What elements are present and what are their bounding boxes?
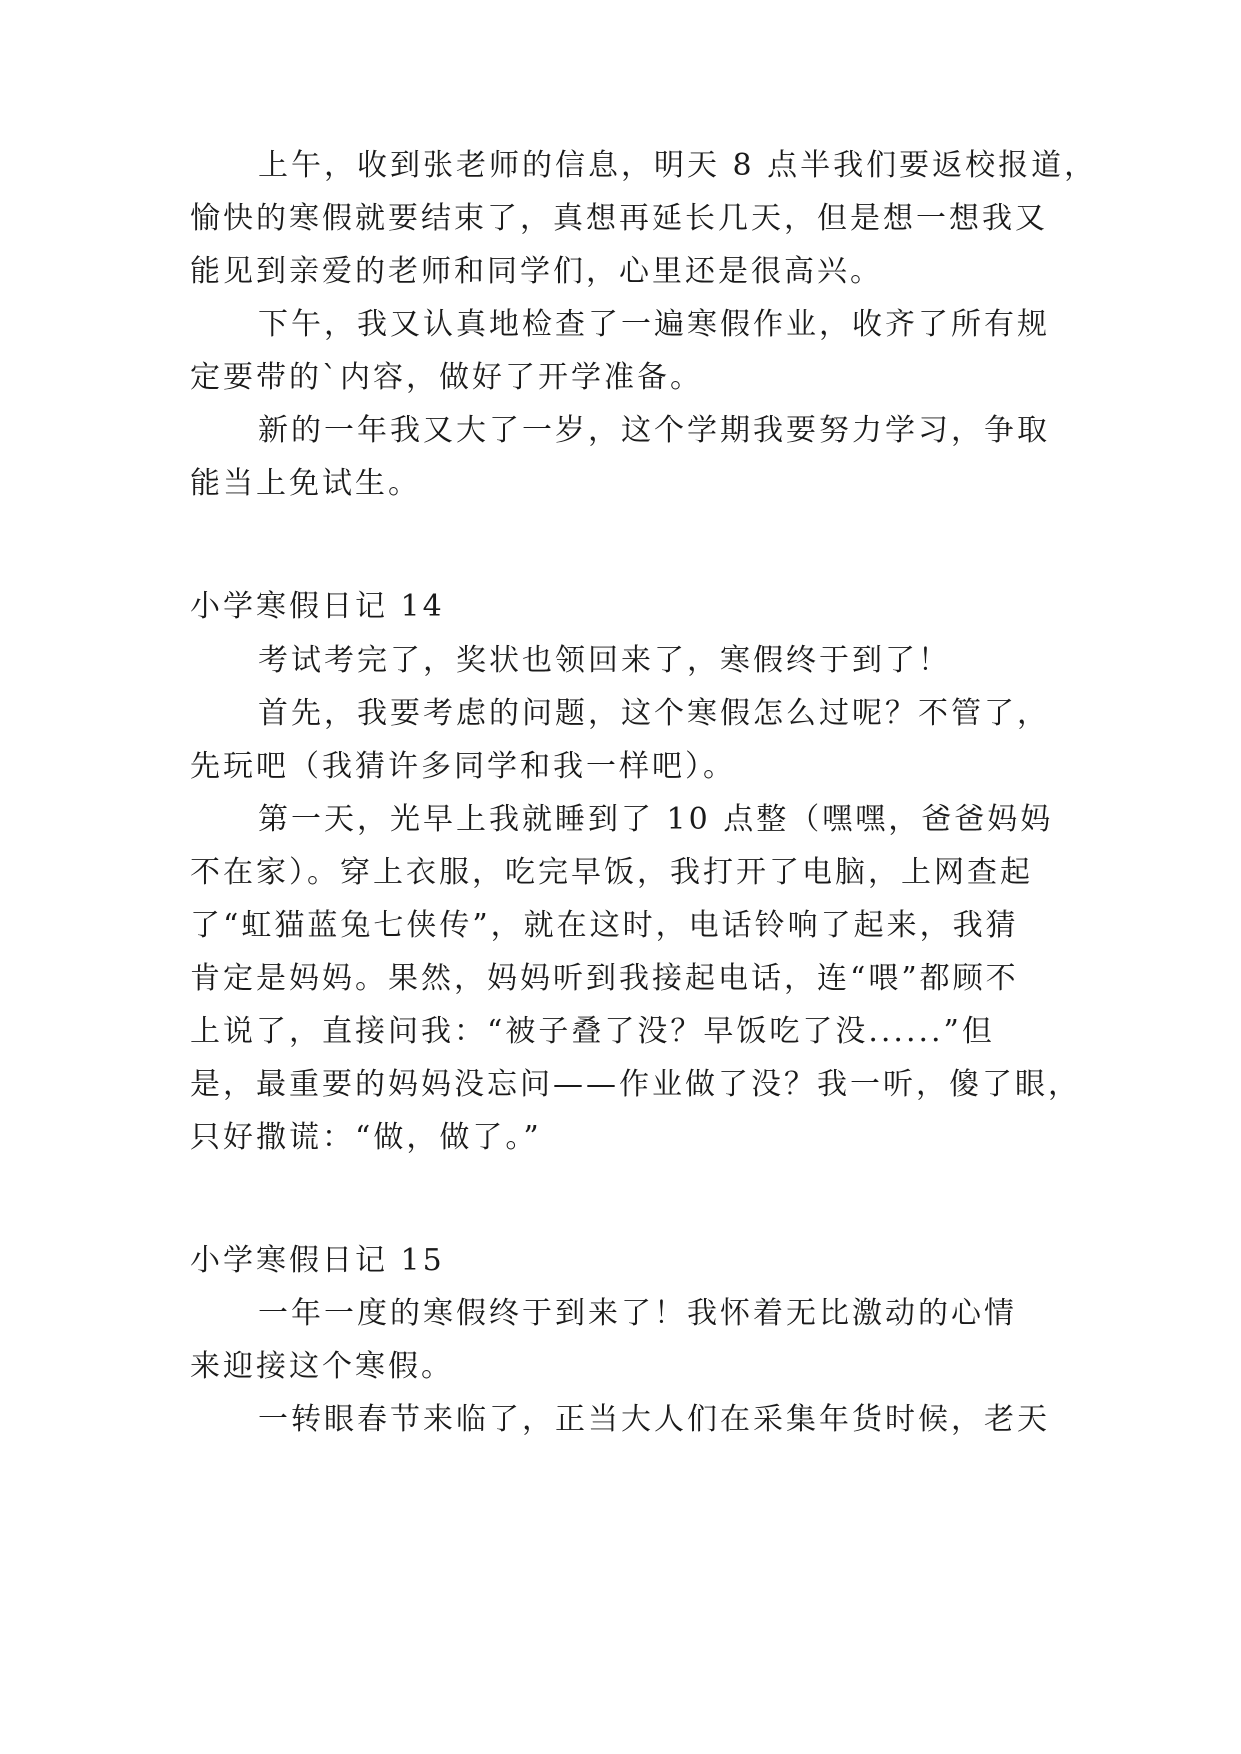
text-line: 肯定是妈妈。果然，妈妈听到我接起电话，连“喂”都顾不	[190, 961, 1019, 996]
section-heading: 小学寒假日记 15	[190, 1243, 445, 1278]
text-line: 能见到亲爱的老师和同学们，心里还是很高兴。	[190, 254, 883, 289]
text-line: 先玩吧（我猜许多同学和我一样吧）。	[190, 749, 736, 784]
text-line: 新的一年我又大了一岁，这个学期我要努力学习，争取	[258, 413, 1050, 448]
text-line: 了“虹猫蓝兔七侠传”，就在这时，电话铃响了起来，我猜	[190, 908, 1019, 943]
text-line: 首先，我要考虑的问题，这个寒假怎么过呢？不管了，	[258, 696, 1050, 731]
text-line: 第一天，光早上我就睡到了 10 点整（嘿嘿，爸爸妈妈	[258, 802, 1054, 837]
text-line: 一转眼春节来临了，正当大人们在采集年货时候，老天	[258, 1402, 1050, 1437]
text-line: 不在家）。穿上衣服，吃完早饭，我打开了电脑，上网查起	[190, 855, 1033, 890]
text-line: 上午，收到张老师的信息，明天 8 点半我们要返校报道，	[258, 148, 1098, 183]
text-line: 一年一度的寒假终于到来了！我怀着无比激动的心情	[258, 1296, 1017, 1331]
text-line: 下午，我又认真地检查了一遍寒假作业，收齐了所有规	[258, 307, 1050, 342]
text-line: 愉快的寒假就要结束了，真想再延长几天，但是想一想我又	[190, 201, 1048, 236]
text-line: 是，最重要的妈妈没忘问——作业做了没？我一听，傻了眼，	[190, 1067, 1081, 1102]
text-line: 上说了，直接问我：“被子叠了没？早饭吃了没......”但	[190, 1014, 995, 1049]
text-line: 只好撒谎：“做，做了。”	[190, 1120, 542, 1155]
text-line: 考试考完了，奖状也领回来了，寒假终于到了！	[258, 643, 951, 678]
text-line: 定要带的`内容，做好了开学准备。	[190, 360, 703, 395]
text-line: 来迎接这个寒假。	[190, 1349, 454, 1384]
text-line: 能当上免试生。	[190, 466, 421, 501]
section-heading: 小学寒假日记 14	[190, 589, 445, 624]
